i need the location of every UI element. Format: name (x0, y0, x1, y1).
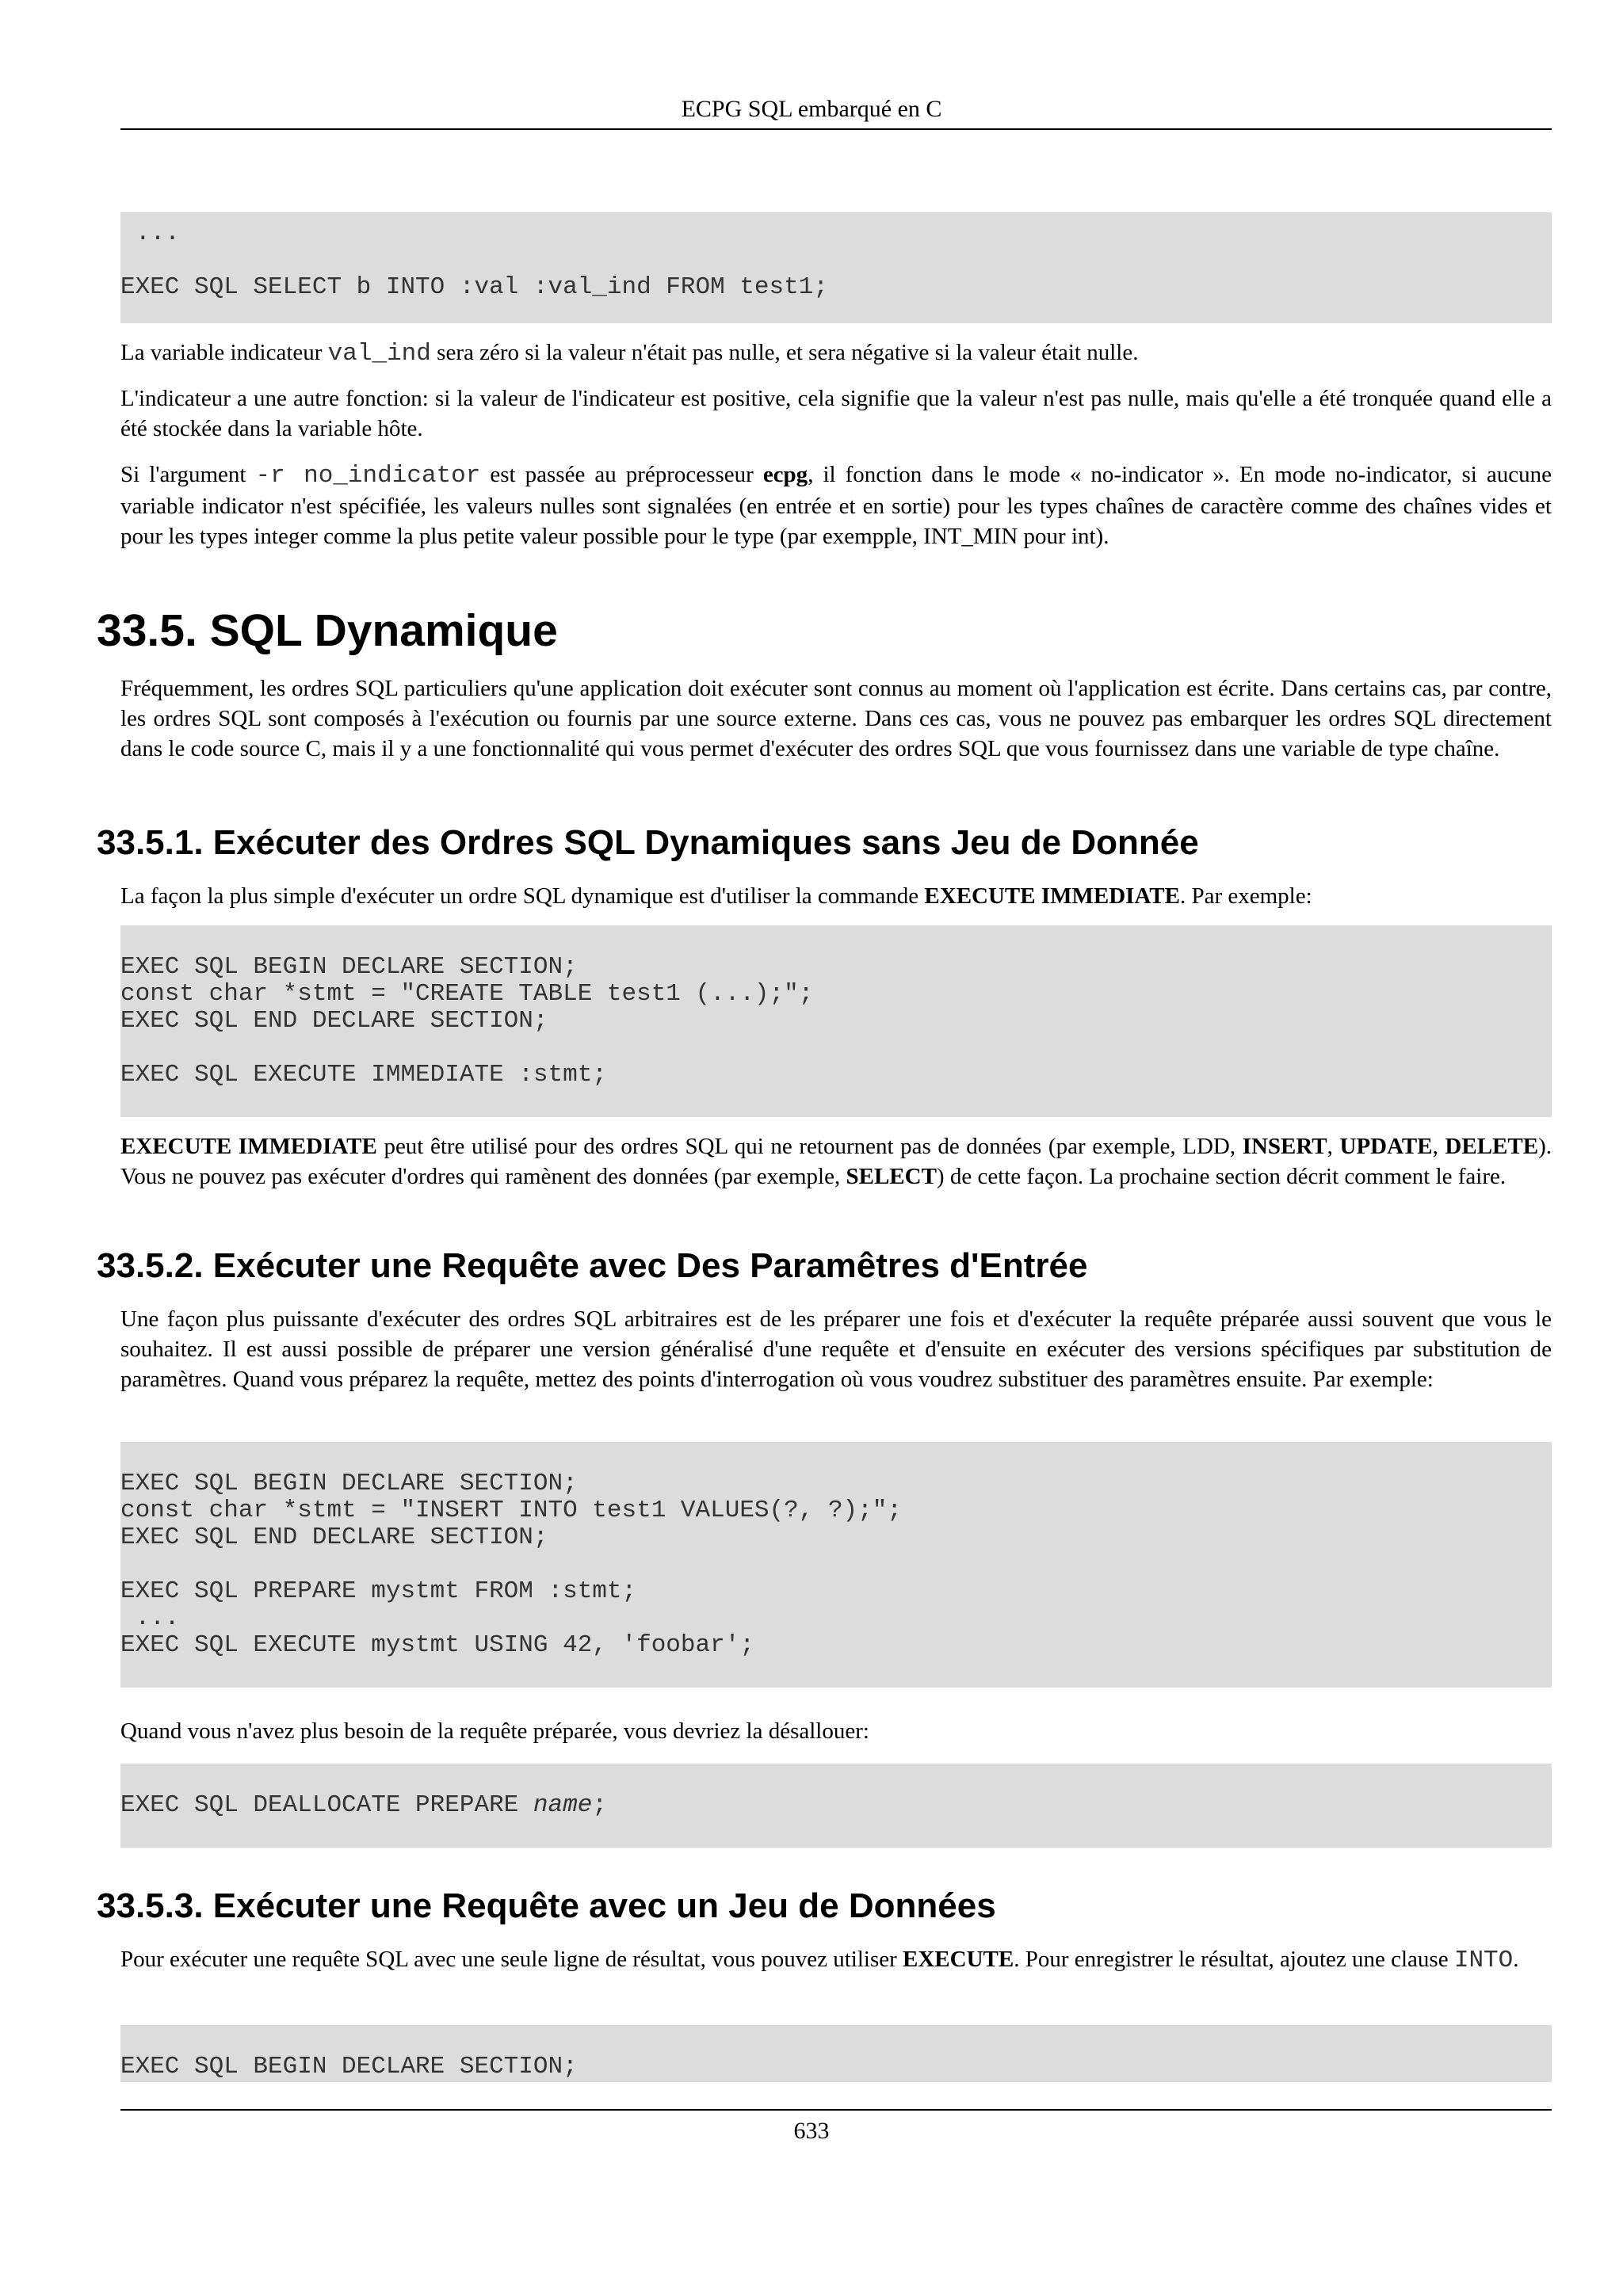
code-block (120, 1764, 1552, 1848)
code-line: EXEC SQL EXECUTE mystmt USING 42, 'foobar'; (120, 1631, 754, 1659)
paragraph: EXECUTE IMMEDIATE peut être utilisé pour des ordres SQL qui ne retournent pas de données (par exemple, LDD, INSERT, UPDATE, DELETE). Vous ne pouvez pas exécuter d'ordres qui ramènent des données (par exemple, SELECT) de cette façon. La prochaine section décrit comment le faire. (120, 1134, 1552, 1189)
code-line: EXEC SQL BEGIN DECLARE SECTION; (120, 1470, 578, 1497)
code-block (120, 2025, 1552, 2082)
paragraph: Quand vous n'avez plus besoin de la requête préparée, vous devriez la désallouer: (120, 1718, 869, 1744)
paragraph: La variable indicateur val_ind sera zéro si la valeur n'était pas nulle, et sera négative si la valeur était nulle. (120, 340, 1139, 368)
code-line: EXEC SQL EXECUTE IMMEDIATE :stmt; (120, 1061, 607, 1089)
paragraph: Une façon plus puissante d'exécuter des ordres SQL arbitraires est de les préparer une fois et d'exécuter la requête préparée aussi souvent que vous le souhaitez. Il est aussi possible de préparer une version généralisé d'une requête et d'ensuite en exécuter des versions spécifiques par substitution de paramètres. Quand vous préparez la requête, mettez des points d'interrogation où vous voudrez substituer des paramètres ensuite. Par exemple: (120, 1306, 1552, 1392)
running-header: ECPG SQL embarqué en C (681, 96, 942, 122)
paragraph: Si l'argument -r no_indicator est passée au préprocesseur ecpg, il fonction dans le mode « no-indicator ». En mode no-indicator, si aucune variable indicator n'est spécifiée, les valeurs nulles sont signalées (en entrée et en sortie) pour les types chaînes de caractère comme des chaînes vides et pour les types integer comme la plus petite valeur possible pour le type (par exempple, INT_MIN pour int). (120, 462, 1552, 549)
inline-code: INTO (1453, 1947, 1514, 1974)
paragraph: La façon la plus simple d'exécuter un ordre SQL dynamique est d'utiliser la commande EXECUTE IMMEDIATE. Par exemple: (120, 883, 1312, 909)
inline-code: val_ind (327, 340, 431, 368)
paragraph: Fréquemment, les ordres SQL particuliers qu'une application doit exécuter sont connus au moment où l'application est écrite. Dans certains cas, par contre, les ordres SQL sont composés à l'exécution ou fournis par une source externe. Dans ces cas, vous ne pouvez pas embarquer les ordres SQL directement dans le code source C, mais il y a une fonctionnalité qui vous permet d'exécuter des ordres SQL que vous fournissez dans une variable de type chaîne. (120, 676, 1552, 761)
footer-rule (120, 2109, 1552, 2111)
subsection-heading: 33.5.1. Exécuter des Ordres SQL Dynamiques sans Jeu de Donnée (97, 823, 1199, 862)
code-block (120, 1442, 1552, 1688)
code-line: EXEC SQL DEALLOCATE PREPARE name; (120, 1791, 607, 1819)
subsection-heading: 33.5.2. Exécuter une Requête avec Des Paramêtres d'Entrée (97, 1246, 1088, 1285)
code-line: EXEC SQL PREPARE mystmt FROM :stmt; (120, 1577, 637, 1605)
placeholder-name: name (533, 1791, 593, 1819)
code-line: EXEC SQL BEGIN DECLARE SECTION; (120, 953, 578, 981)
code-line: ... (120, 1604, 180, 1632)
subsection-heading: 33.5.3. Exécuter une Requête avec un Jeu de Données (97, 1886, 996, 1925)
page-number: 633 (793, 2118, 830, 2144)
code-line: EXEC SQL END DECLARE SECTION; (120, 1524, 548, 1551)
paragraph: L'indicateur a une autre fonction: si la valeur de l'indicateur est positive, cela signifie que la valeur n'est pas nulle, mais qu'elle a été tronquée quand elle a été stockée dans la variable hôte. (120, 386, 1552, 441)
code-line: ... (136, 219, 180, 247)
code-line: EXEC SQL BEGIN DECLARE SECTION; (120, 2053, 578, 2081)
header-rule (120, 128, 1552, 130)
paragraph: Pour exécuter une requête SQL avec une seule ligne de résultat, vous pouvez utiliser EXECUTE. Pour enregistrer le résultat, ajoutez une clause INTO. (120, 1947, 1519, 1974)
code-line: EXEC SQL END DECLARE SECTION; (120, 1007, 548, 1035)
inline-code: -r no_indicator (255, 462, 481, 490)
code-block (120, 925, 1552, 1117)
code-line: EXEC SQL SELECT b INTO :val :val_ind FROM test1; (120, 273, 828, 301)
code-block (120, 212, 1552, 323)
code-line: const char *stmt = "CREATE TABLE test1 (...);"; (120, 980, 814, 1008)
section-heading: 33.5. SQL Dynamique (97, 605, 558, 656)
code-line: const char *stmt = "INSERT INTO test1 VALUES(?, ?);"; (120, 1497, 902, 1524)
